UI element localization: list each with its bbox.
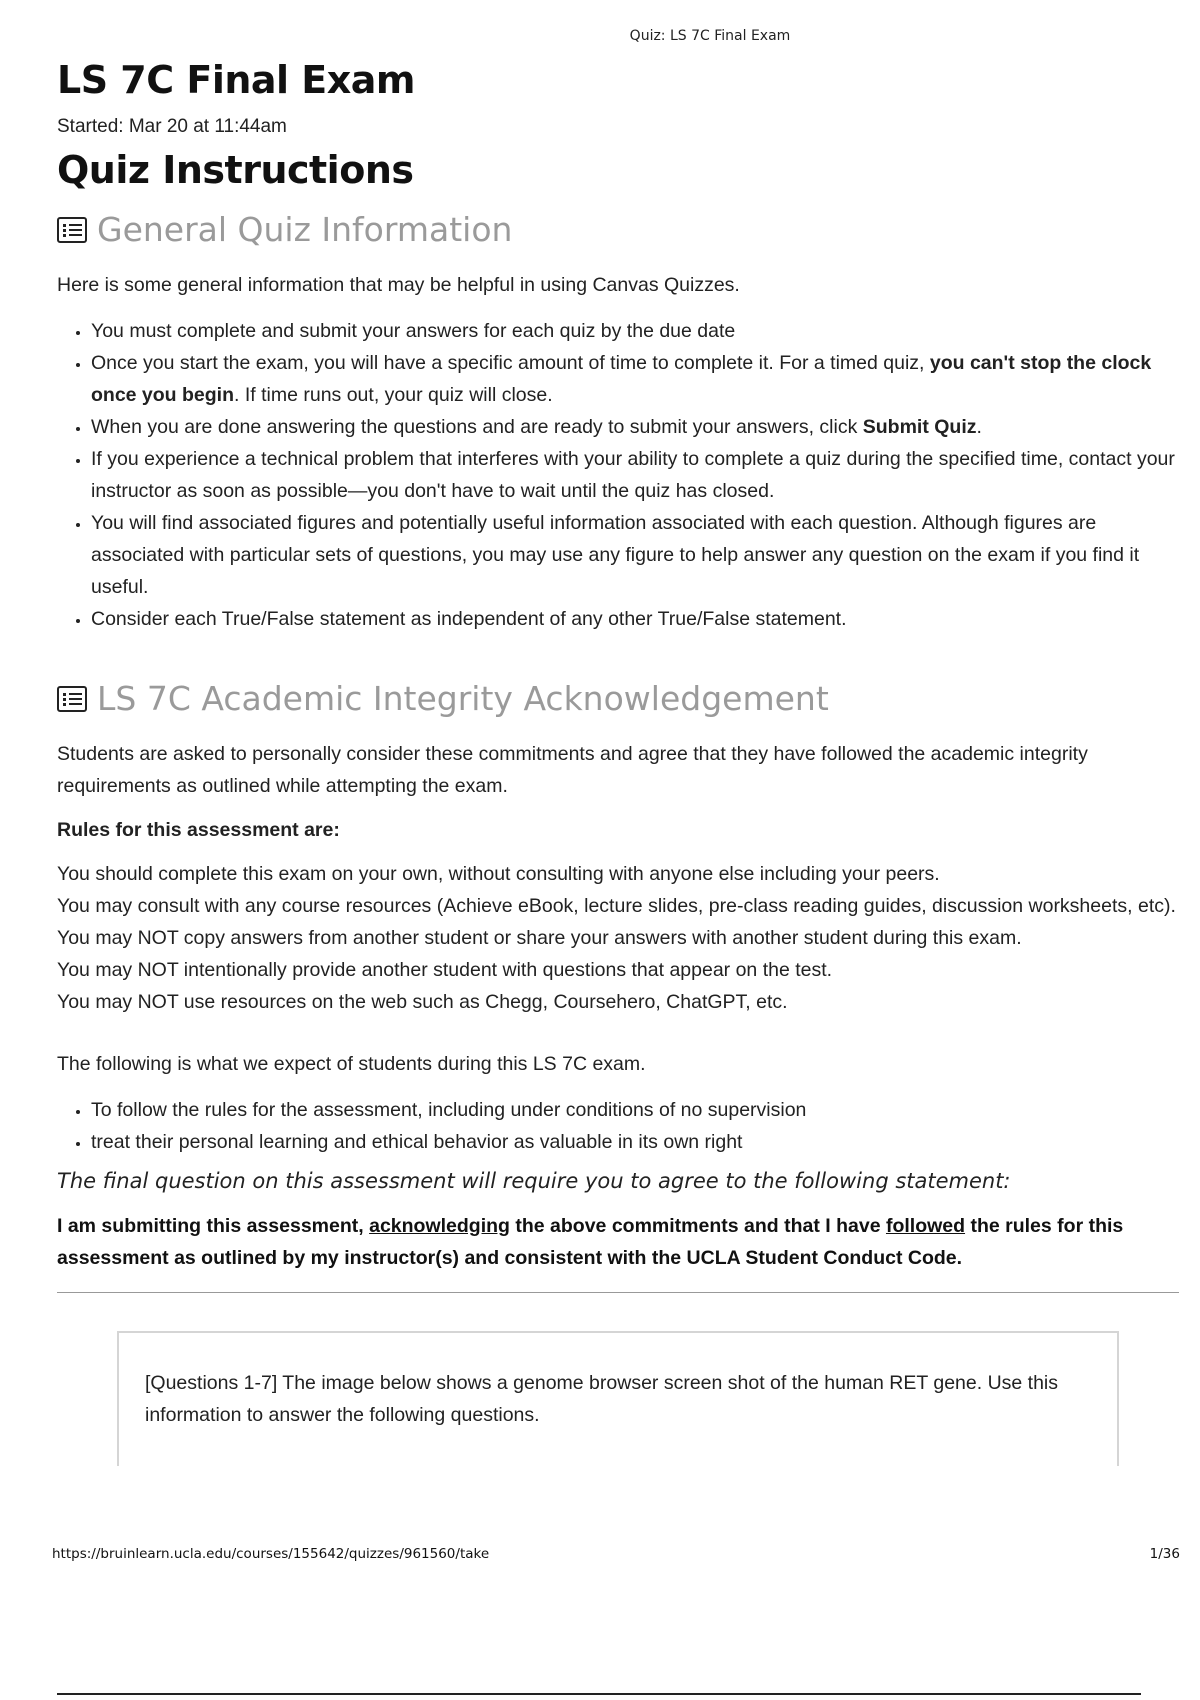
rule-item: You may NOT intentionally provide another student with questions that appear on the test. <box>57 959 833 981</box>
list-item: • Once you start the exam, you will have a specific amount of time to complete it. For a timed quiz, you can't stop the clock once you begin. If time runs out, your quiz will close. <box>91 347 1182 411</box>
expectations-list <box>57 1094 1182 1158</box>
emphasis-text: you can't stop the clock once you begin <box>91 352 1152 406</box>
list-item: • treat their personal learning and ethical behavior as valuable in its own right <box>91 1126 1182 1158</box>
bottom-rule <box>57 1693 1141 1695</box>
instructions-heading: Quiz Instructions <box>57 148 414 192</box>
general-info-heading <box>57 210 1182 249</box>
divider <box>57 1292 1179 1293</box>
integrity-heading <box>57 679 1182 718</box>
list-item: • To follow the rules for the assessment, including under conditions of no supervision <box>91 1094 1182 1126</box>
rule-item: You may NOT copy answers from another student or share your answers with another student during this exam. <box>57 927 1022 949</box>
rule-item: You should complete this exam on your own, without consulting with anyone else including your peers. <box>57 863 940 885</box>
integrity-title: LS 7C Academic Integrity Acknowledgement <box>97 679 829 718</box>
final-question-note: The final question on this assessment will require you to agree to the following statement: <box>57 1169 1011 1193</box>
general-info-list <box>57 315 1182 635</box>
list-item: • You must complete and submit your answers for each quiz by the due date <box>91 315 1182 347</box>
general-info-title: General Quiz Information <box>97 210 513 249</box>
emphasis-text: Submit Quiz <box>862 416 977 438</box>
rule-item: You may NOT use resources on the web such as Chegg, Coursehero, ChatGPT, etc. <box>57 991 788 1013</box>
list-icon <box>57 217 87 243</box>
list-item: • If you experience a technical problem that interferes with your ability to complete a quiz during the specified time, contact your instructor as soon as possible—you don't have to wait until the quiz has closed. <box>91 443 1182 507</box>
list-item: • When you are done answering the questions and are ready to submit your answers, click Submit Quiz. <box>91 411 1182 443</box>
question-group-box <box>117 1331 1119 1466</box>
rules-list <box>57 858 1182 1018</box>
expectations-intro: The following is what we expect of students during this LS 7C exam. <box>57 1053 646 1075</box>
print-header: Quiz: LS 7C Final Exam <box>629 28 791 44</box>
integrity-statement: I am submitting this assessment, acknowledging the above commitments and that I have followed the rules for this assessment as outlined by my instructor(s) and consistent with the UCLA Student Conduct Code. <box>57 1215 1124 1269</box>
general-info-intro: Here is some general information that may be helpful in using Canvas Quizzes. <box>57 274 740 296</box>
question-group-text: [Questions 1-7] The image below shows a genome browser screen shot of the human RET gene. Use this information to answer the following questions. <box>145 1372 1059 1426</box>
list-icon <box>57 686 87 712</box>
rules-heading: Rules for this assessment are: <box>57 819 340 841</box>
list-item: • You will find associated figures and potentially useful information associated with each question. Although figures are associated with particular sets of questions, you may use any figure to help answer any question on the exam if you find it useful. <box>91 507 1182 603</box>
exam-title: LS 7C Final Exam <box>57 58 416 102</box>
page-number: 1/36 <box>1149 1546 1180 1562</box>
list-item: • Consider each True/False statement as independent of any other True/False statement. <box>91 603 1182 635</box>
integrity-intro: Students are asked to personally consider these commitments and agree that they have followed the academic integrity requirements as outlined while attempting the exam. <box>57 743 1088 797</box>
page-url: https://bruinlearn.ucla.edu/courses/155642/quizzes/961560/take <box>52 1546 490 1562</box>
quiz-content <box>57 58 1182 1466</box>
rule-item: You may consult with any course resources (Achieve eBook, lecture slides, pre-class reading guides, discussion worksheets, etc). <box>57 895 1176 917</box>
started-timestamp: Started: Mar 20 at 11:44am <box>57 116 287 137</box>
print-footer <box>52 1546 1180 1562</box>
